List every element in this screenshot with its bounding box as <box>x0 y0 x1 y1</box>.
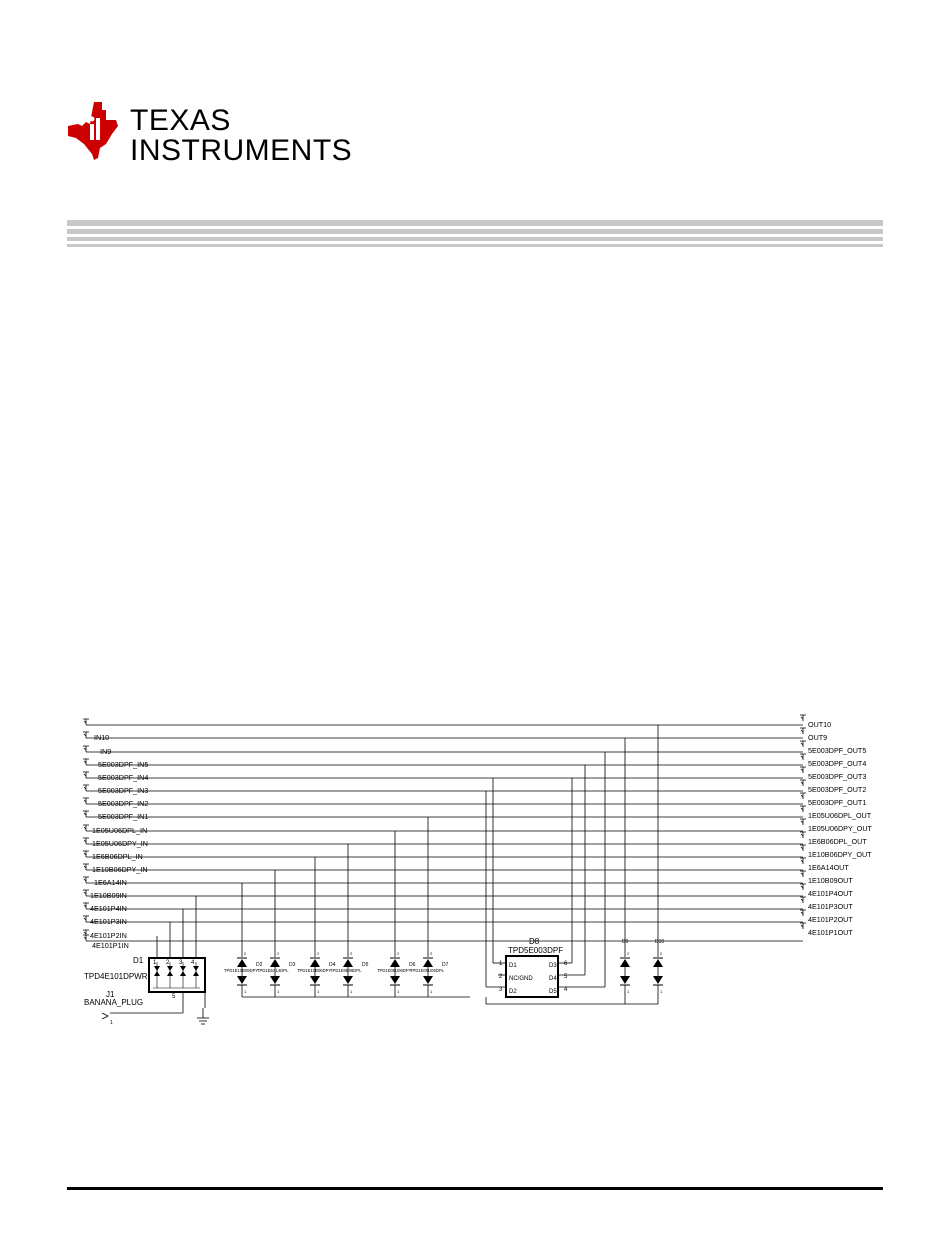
right-port-4 <box>800 767 806 773</box>
d8-pin-num-1: 1 <box>499 961 503 967</box>
right-port-2 <box>800 741 806 747</box>
right-net-label-1: OUT9 <box>808 733 828 742</box>
d8-pin-num-2: 2 <box>499 974 503 980</box>
j1-part: BANANA_PLUG <box>84 998 144 1007</box>
right-port-8 <box>800 819 806 825</box>
right-net-label-5: 5E003DPF_OUT2 <box>808 785 867 794</box>
left-net-label-13: 1E10B09IN <box>90 891 127 900</box>
d1-pin-3: 3 <box>179 960 183 966</box>
right-port-column <box>800 715 873 937</box>
d8-pin-label-ncgnd: NC/GND <box>509 976 533 982</box>
ground-symbol-icon <box>197 1008 209 1024</box>
diode-pin-top: 2 <box>350 951 353 956</box>
left-port-9 <box>83 838 89 844</box>
right-net-label-9: 1E6B06DPL_OUT <box>808 837 867 846</box>
right-net-label-16: 4E101P1OUT <box>808 928 853 937</box>
schematic-wires <box>86 725 803 1013</box>
d1-pin-4: 4 <box>191 960 195 966</box>
left-net-label-15: 4E101P3IN <box>90 917 127 926</box>
diode-pin-top: 2 <box>277 951 280 956</box>
right-port-16 <box>800 923 806 929</box>
diode-pin-top: 2 <box>430 951 433 956</box>
d8-pin-num-3: 3 <box>499 987 503 993</box>
left-port-8 <box>83 825 89 831</box>
left-net-label-6: 5E003DPF_IN2 <box>98 799 149 808</box>
left-net-label-16: 4E101P2IN <box>90 931 127 940</box>
d1-pin-1: 1 <box>153 960 157 966</box>
left-net-label-11: 1E10B06DPY_IN <box>92 865 148 874</box>
right-port-7 <box>800 806 806 812</box>
right-port-5 <box>800 780 806 786</box>
diode-pin-bottom: 1 <box>244 989 247 994</box>
right-net-label-7: 1E05U06DPL_OUT <box>808 811 872 820</box>
diode-d7 <box>410 951 449 997</box>
d8-pin-label-d5: D5 <box>549 989 557 995</box>
j1-pin: 1 <box>110 1020 113 1026</box>
diode-pin-bottom: 1 <box>430 989 433 994</box>
diode-ref: D9 <box>622 939 629 945</box>
diode-part: TPD1E6A14DPL <box>257 968 289 973</box>
diode-d3 <box>257 951 296 997</box>
right-net-label-3: 5E003DPF_OUT4 <box>808 759 867 768</box>
diode-ref: D6 <box>409 962 416 968</box>
diode-pin-top: 2 <box>397 951 400 956</box>
left-net-label-14: 4E101P4IN <box>90 904 127 913</box>
diode-pin-bottom: 1 <box>660 989 663 994</box>
diode-part: TPD1E6B06DPL <box>330 968 362 973</box>
left-net-label-5: 5E003DPF_IN3 <box>98 786 149 795</box>
d1-pin-2: 2 <box>166 960 170 966</box>
diode-pin-bottom: 1 <box>317 989 320 994</box>
left-port-10 <box>83 851 89 857</box>
right-net-label-4: 5E003DPF_OUT3 <box>808 772 867 781</box>
diode-ref: D5 <box>362 962 369 968</box>
diode-ref: D7 <box>442 962 449 968</box>
right-port-9 <box>800 832 806 838</box>
right-net-label-13: 4E101P4OUT <box>808 889 853 898</box>
left-net-label-1: IN10 <box>94 733 110 742</box>
diode-ref: D10 <box>655 939 665 945</box>
footer-rule <box>67 1187 883 1190</box>
left-port-2 <box>83 746 89 752</box>
diode-pin-bottom: 1 <box>627 989 630 994</box>
right-port-11 <box>800 858 806 864</box>
right-port-13 <box>800 884 806 890</box>
right-port-15 <box>800 910 806 916</box>
diode-d2 <box>224 951 263 997</box>
j1-ref: J1 <box>106 990 115 999</box>
diode-part: TPD1E10B06DPY <box>297 968 332 973</box>
d8-pin-label-d2: D2 <box>509 989 517 995</box>
right-net-label-10: 1E10B06DPY_OUT <box>808 850 872 859</box>
left-port-5 <box>83 785 89 791</box>
left-net-label-8: 1E05U06DPL_IN <box>92 826 148 835</box>
j1-component <box>84 990 143 1026</box>
d1-part: TPD4E101DPWR <box>84 972 148 981</box>
diode-d5 <box>330 951 369 997</box>
right-port-12 <box>800 871 806 877</box>
d8-part: TPD5E003DPF <box>508 946 564 955</box>
right-port-14 <box>800 897 806 903</box>
right-port-1 <box>800 728 806 734</box>
diode-pin-bottom: 1 <box>277 989 280 994</box>
left-port-4 <box>83 772 89 778</box>
d8-pin-num-5: 5 <box>564 974 568 980</box>
diode-ref: D2 <box>256 962 263 968</box>
d8-component <box>499 937 568 997</box>
diode-pin-top: 2 <box>660 951 663 956</box>
left-net-label-3: 5E003DPF_IN5 <box>98 760 149 769</box>
left-net-label-9: 1E05U06DPY_IN <box>92 839 148 848</box>
left-port-12 <box>83 877 89 883</box>
diode-d10 <box>653 939 664 997</box>
left-port-7 <box>83 811 89 817</box>
right-net-label-14: 4E101P3OUT <box>808 902 853 911</box>
diode-pin-top: 2 <box>627 951 630 956</box>
right-net-label-2: 5E003DPF_OUT5 <box>808 746 867 755</box>
left-net-label-4: 5E003DPF_IN4 <box>98 773 149 782</box>
diode-pin-top: 2 <box>317 951 320 956</box>
right-port-10 <box>800 845 806 851</box>
diode-d4 <box>297 951 336 997</box>
left-net-label-7: 5E003DPF_IN1 <box>98 812 149 821</box>
right-net-label-15: 4E101P2OUT <box>808 915 853 924</box>
d8-ref: D8 <box>529 937 540 946</box>
logo-line-texas: TEXAS <box>130 104 231 137</box>
left-net-label-12: 1E6A14IN <box>94 878 127 887</box>
right-net-label-6: 5E003DPF_OUT1 <box>808 798 867 807</box>
left-port-column <box>83 719 148 950</box>
diode-part: TPD1E05U06DPY <box>377 968 412 973</box>
left-port-1 <box>83 732 89 738</box>
left-port-0 <box>83 719 89 725</box>
right-net-label-8: 1E05U06DPY_OUT <box>808 824 872 833</box>
d8-pin-num-4: 4 <box>564 987 568 993</box>
d8-pin-label-d4: D4 <box>549 976 557 982</box>
d1-ref: D1 <box>133 956 144 965</box>
diode-part: TPD1E05U06DPL <box>410 968 444 973</box>
d8-pin-label-d3: D3 <box>549 963 557 969</box>
left-port-6 <box>83 798 89 804</box>
left-port-15 <box>83 916 89 922</box>
left-port-14 <box>83 903 89 909</box>
d1-pin-5: 5 <box>172 994 176 1000</box>
d1-component <box>84 956 205 1000</box>
diode-ref: D4 <box>329 962 336 968</box>
right-net-label-0: OUT10 <box>808 720 832 729</box>
diode-part: TPD1E10B09DPY <box>224 968 259 973</box>
d8-pin-label-d1: D1 <box>509 963 517 969</box>
right-port-0 <box>800 715 806 721</box>
left-net-label-2: IN9 <box>100 747 112 756</box>
left-net-label-17: 4E101P1IN <box>92 941 129 950</box>
right-port-3 <box>800 754 806 760</box>
left-port-3 <box>83 759 89 765</box>
left-port-17 <box>83 935 89 941</box>
left-net-label-10: 1E6B06DPL_IN <box>92 852 143 861</box>
logo-line-instruments: INSTRUMENTS <box>130 134 353 167</box>
diode-d6 <box>377 951 416 997</box>
diode-ref: D3 <box>289 962 296 968</box>
single-diode-row <box>224 939 664 997</box>
d8-pin-num-6: 6 <box>564 961 568 967</box>
diode-pin-top: 2 <box>244 951 247 956</box>
left-port-13 <box>83 890 89 896</box>
right-port-6 <box>800 793 806 799</box>
right-net-label-11: 1E6A14OUT <box>808 863 849 872</box>
diode-pin-bottom: 1 <box>350 989 353 994</box>
left-port-11 <box>83 864 89 870</box>
diode-pin-bottom: 1 <box>397 989 400 994</box>
right-net-label-12: 1E10B09OUT <box>808 876 853 885</box>
